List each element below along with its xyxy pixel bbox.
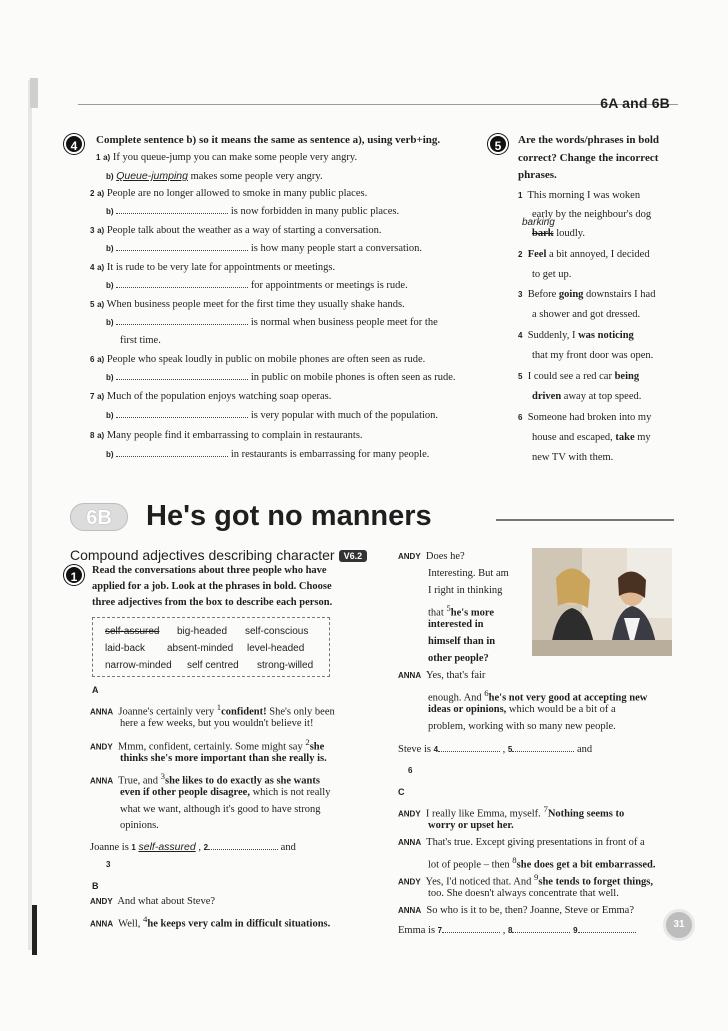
sentence-a: People are no longer allowed to smoke in many public places. (106, 188, 368, 199)
exercise-4-badge: 4 (64, 134, 84, 154)
exercise-5-line: house and escaped, take my (532, 432, 651, 443)
answer-blank[interactable] (116, 240, 248, 251)
section-title: He's got no manners (146, 500, 432, 532)
exercise-1-instruction: Read the conversations about three people who have (92, 565, 327, 576)
conversation-a-label: A (92, 685, 99, 695)
page-number: 31 (663, 909, 695, 941)
exercise-5-item-2: 2 Feel a bit annoyed, I decided (518, 249, 650, 260)
exercise-5-item-6: 6 Someone had broken into my (518, 412, 652, 423)
joanne-answer-line-3: 3 (106, 860, 111, 869)
page-header-title: 6A and 6B (600, 95, 670, 111)
steve-answer-line: Steve is 4 , 5 and (398, 741, 592, 759)
conversation-line: ANNA Joanne's certainly very $^1$confident! She's only been (90, 702, 335, 718)
conversation-line: ANDY Mmm, confident, certainly. Some might say $^2$she (90, 737, 325, 753)
sentence-b: makes some people very angry. (190, 171, 323, 182)
section-badge: 6B (70, 503, 128, 531)
exercise-5-line: to get up. (532, 269, 572, 280)
adjective-option: self centred (187, 660, 239, 671)
sentence-b: for appointments or meetings is rude. (250, 280, 408, 291)
answer-handwritten: self-assured (138, 841, 196, 853)
answer-blank[interactable] (512, 741, 574, 752)
sentence-b-continued: first time. (120, 335, 161, 346)
conversation-line: ANNA So who is it to be, then? Joanne, Steve or Emma? (398, 905, 634, 916)
item-number: 1 (96, 153, 101, 162)
exercise-5-instruction: Are the words/phrases in bold (518, 134, 659, 146)
answer-blank[interactable] (578, 922, 636, 933)
exercise-5-line: that my front door was open. (532, 350, 654, 361)
conversation-line: other people? (428, 653, 489, 664)
conversation-line: what we want, although it's good to have strong (120, 804, 321, 815)
answer-blank[interactable] (116, 369, 248, 380)
answer-blank[interactable] (116, 314, 248, 325)
exercise-5-line: driven away at top speed. (532, 391, 642, 402)
sentence-b: is how many people start a conversation. (250, 243, 422, 254)
conversation-line: ANDY Does he? (398, 551, 465, 562)
conversation-line: even if other people disagree, which is not really (120, 787, 331, 798)
adjective-box (92, 617, 330, 677)
joanne-answer-line: Joanne is 1 self-assured , 2 and (90, 841, 296, 853)
conversation-line: thinks she's more important than she really is. (120, 753, 327, 764)
sentence-a: If you queue-jump you can make some people very angry. (112, 152, 358, 163)
exercise-5-item-3: 3 Before going downstairs I had (518, 289, 656, 300)
adjective-option: laid-back (105, 643, 146, 654)
emma-answer-line: Emma is 7 , 8 9 (398, 922, 636, 940)
conversation-line: interested in (428, 619, 484, 630)
sentence-a: Much of the population enjoys watching soap operas. (106, 391, 332, 402)
answer-blank[interactable] (442, 922, 500, 933)
exercise-5-badge: 5 (488, 134, 508, 154)
adjective-option: level-headed (247, 643, 305, 654)
conversation-line: ANDY And what about Steve? (90, 896, 216, 907)
header-rule (78, 104, 678, 105)
conversation-c-label: C (398, 787, 405, 797)
adjective-option: absent-minded (167, 643, 234, 654)
sentence-b: is now forbidden in many public places. (230, 206, 400, 217)
exercise-5-item-4: 4 Suddenly, I was noticing (518, 330, 634, 341)
sentence-a: It is rude to be very late for appointments or meetings. (106, 262, 336, 273)
conversation-line: here a few weeks, but you wouldn't believe it! (120, 718, 314, 729)
handwritten-correction: barking (522, 217, 555, 228)
answer-blank[interactable] (116, 277, 248, 288)
exercise-5-line: a shower and got dressed. (532, 309, 641, 320)
adjective-option: big-headed (177, 626, 228, 637)
conversation-line: ANNA That's true. Except giving presentations in front of a (398, 837, 645, 848)
sentence-a: Many people find it embarrassing to complain in restaurants. (106, 430, 363, 441)
sentence-a: When business people meet for the first time they usually shake hands. (106, 299, 405, 310)
exercise-1-instruction-line-3: three adjectives from the box to describe each person. (92, 597, 333, 608)
conversation-line: ANDY Yes, I'd noticed that. And $^9$she tends to forget things, (398, 872, 653, 888)
binding-mark-bottom (32, 905, 37, 955)
conversation-line: ANDY I really like Emma, myself. $^7$Nothing seems to (398, 804, 625, 820)
sentence-b: is very popular with much of the population. (250, 410, 439, 421)
conversation-line: problem, working with so many new people. (428, 721, 616, 732)
section-title-rule (496, 519, 674, 521)
vocabulary-tag: V6.2 (339, 550, 368, 562)
sentence-b: in public on mobile phones is often seen as rude. (250, 372, 456, 383)
adjective-option: strong-willed (257, 660, 314, 671)
exercise-5-item-1: 1 This morning I was woken (518, 190, 641, 201)
conversation-line: Interesting. But am (428, 568, 509, 579)
conversation-line: himself than in (428, 636, 496, 647)
conversation-line: worry or upset her. (428, 820, 514, 831)
sentence-b: is normal when business people meet for the (250, 317, 438, 328)
conversation-line: lot of people – then $^8$she does get a bit embarrassed. (428, 855, 656, 871)
conversation-b-label: B (92, 881, 99, 891)
answer-blank[interactable] (116, 203, 228, 214)
answer-blank[interactable] (208, 839, 278, 850)
exercise-4-instruction: Complete sentence b) so it means the same as sentence a), using verb+ing. (96, 134, 441, 146)
exercise-5-item-5: 5 I could see a red car being (518, 371, 640, 382)
adjective-option: narrow-minded (105, 660, 172, 671)
workbook-page: 6A and 6B 4 Complete sentence b) so it means the same as sentence a), using verb+ing. 1 a) If you queue-jump you can make some people very angry. b) Queue-jumping makes some people very angry. 2 a) People are no longer allowed to smoke in many public places. b) is now forbidden in many public places. 3 a) People talk about the weather as a way of starting a conversation. b) is how many people start a conversation. 4 a) It is rude to be very late for appointments or meetings. b) for appointments or meetings is rude. 5 a) When business people meet for the first time they usually shake hands. b) is normal when business people meet for the first time. 6 a) People who speak loudly in public on mobile phones are often seen as rude. b) in public on mobile phones is often seen as rude. 7 a) Much of the population enjoys watching soap operas. b) is very popular with much of the population. 8 a) Many people find it embarrassing to complain in restaurants. b) in restaurants is embarrassing for many people. 5 Are the words/phrases in bold correct? Change the incorrect phrases. 1 This morning I was woken early by the neighbour's dog barking bark loudly. 2 Feel a bit annoyed, I decided to get up. 3 Before going downstairs I had a shower and got dressed. 4 Suddenly, I was noticing that my front door was open. 5 I could see a red car being driven away at top speed. 6 Someone had broken into my house and escaped, take my new TV with them. 6B He's got no manners Compound adjectives describing character V6.2 1 Read the conversations about three people who have applied for a job. Look at the phrases in bold. Choose three adjectives from the box to describe each person. self-assured big-headed self-conscious laid-back absent-minded level-headed narrow-minded self centred strong-willed A ANNA Joanne's certainly very $^1$confident! She's only been here a few weeks, but you wouldn't believe it! ANDY Mmm, confident, certainly. Some might say $^2$she thinks she's more important than she really is. ANNA True, and $^3$she likes to do exactly as she wants even if other people disagree, which is not really what we want, although it's good to have strong opinions. Joanne is 1 self-assured , 2 and 3 B ANDY And what about Steve? ANNA Well, $^4$he keeps very calm in difficult situations. ANDY Does he? Interesting. But am I right in thinking that $^5$he's more interested in himself than in other people? ANNA Yes, that's fair enough. And $^6$he's not very good at accepting new ideas or opinions, which would be a bit of a problem, working with so many new people. Steve is 4 , 5 and 6 C ANDY I really like Emma, myself. $^7$Nothing seems to worry or upset her. ANNA That's true. Except giving presentations in front of a lot of people – then $^8$she does get a bit embarrassed. ANDY Yes, I'd noticed that. And $^9$she tends to forget things, too. She doesn't always concentrate that well. ANNA So who is it to be, then? Joanne, Steve or Emma? Emma is 7 , 8 9 31 (0, 0, 728, 1031)
office-photo (532, 548, 672, 656)
office-photo-illustration (532, 548, 672, 656)
conversation-line: that $^5$he's more (428, 603, 495, 619)
conversation-line: too. She doesn't always concentrate that well. (428, 888, 619, 899)
adjective-option: self-assured (105, 626, 160, 637)
answer-handwritten: Queue-jumping (116, 170, 188, 182)
exercise-5-instruction-line-2: correct? Change the incorrect (518, 152, 659, 164)
conversation-line: enough. And $^6$he's not very good at accepting new (428, 688, 648, 704)
exercise-1-instruction-line-2: applied for a job. Look at the phrases in bold. Choose (92, 581, 332, 592)
conversation-line: ideas or opinions, which would be a bit of a (428, 704, 616, 715)
steve-answer-line-6: 6 (408, 766, 413, 775)
adjective-option: self-conscious (245, 626, 309, 637)
answer-blank[interactable] (116, 407, 248, 418)
answer-blank[interactable] (116, 446, 228, 457)
conversation-line: opinions. (120, 820, 159, 831)
exercise-5-line: new TV with them. (532, 452, 614, 463)
sentence-a: People who speak loudly in public on mobile phones are often seen as rude. (106, 354, 426, 365)
answer-blank[interactable] (438, 741, 500, 752)
binding-mark-top (30, 78, 38, 108)
conversation-line: ANNA Well, $^4$he keeps very calm in difficult situations. (90, 914, 331, 930)
vocabulary-subheading: Compound adjectives describing character V6.2 (70, 547, 367, 563)
conversation-line: I right in thinking (428, 585, 503, 596)
conversation-line: ANNA Yes, that's fair (398, 670, 486, 681)
exercise-1-badge: 1 (64, 565, 84, 585)
exercise-5-line: bark loudly. (532, 228, 585, 239)
conversation-line: ANNA True, and $^3$she likes to do exactly as she wants (90, 771, 320, 787)
exercise-5-instruction-line-3: phrases. (518, 169, 557, 181)
sentence-a: People talk about the weather as a way of starting a conversation. (106, 225, 382, 236)
answer-blank[interactable] (512, 922, 570, 933)
exercise-5-line: early by the neighbour's dog (532, 209, 652, 220)
sentence-b: in restaurants is embarrassing for many people. (230, 449, 430, 460)
binding-shadow (28, 80, 32, 950)
